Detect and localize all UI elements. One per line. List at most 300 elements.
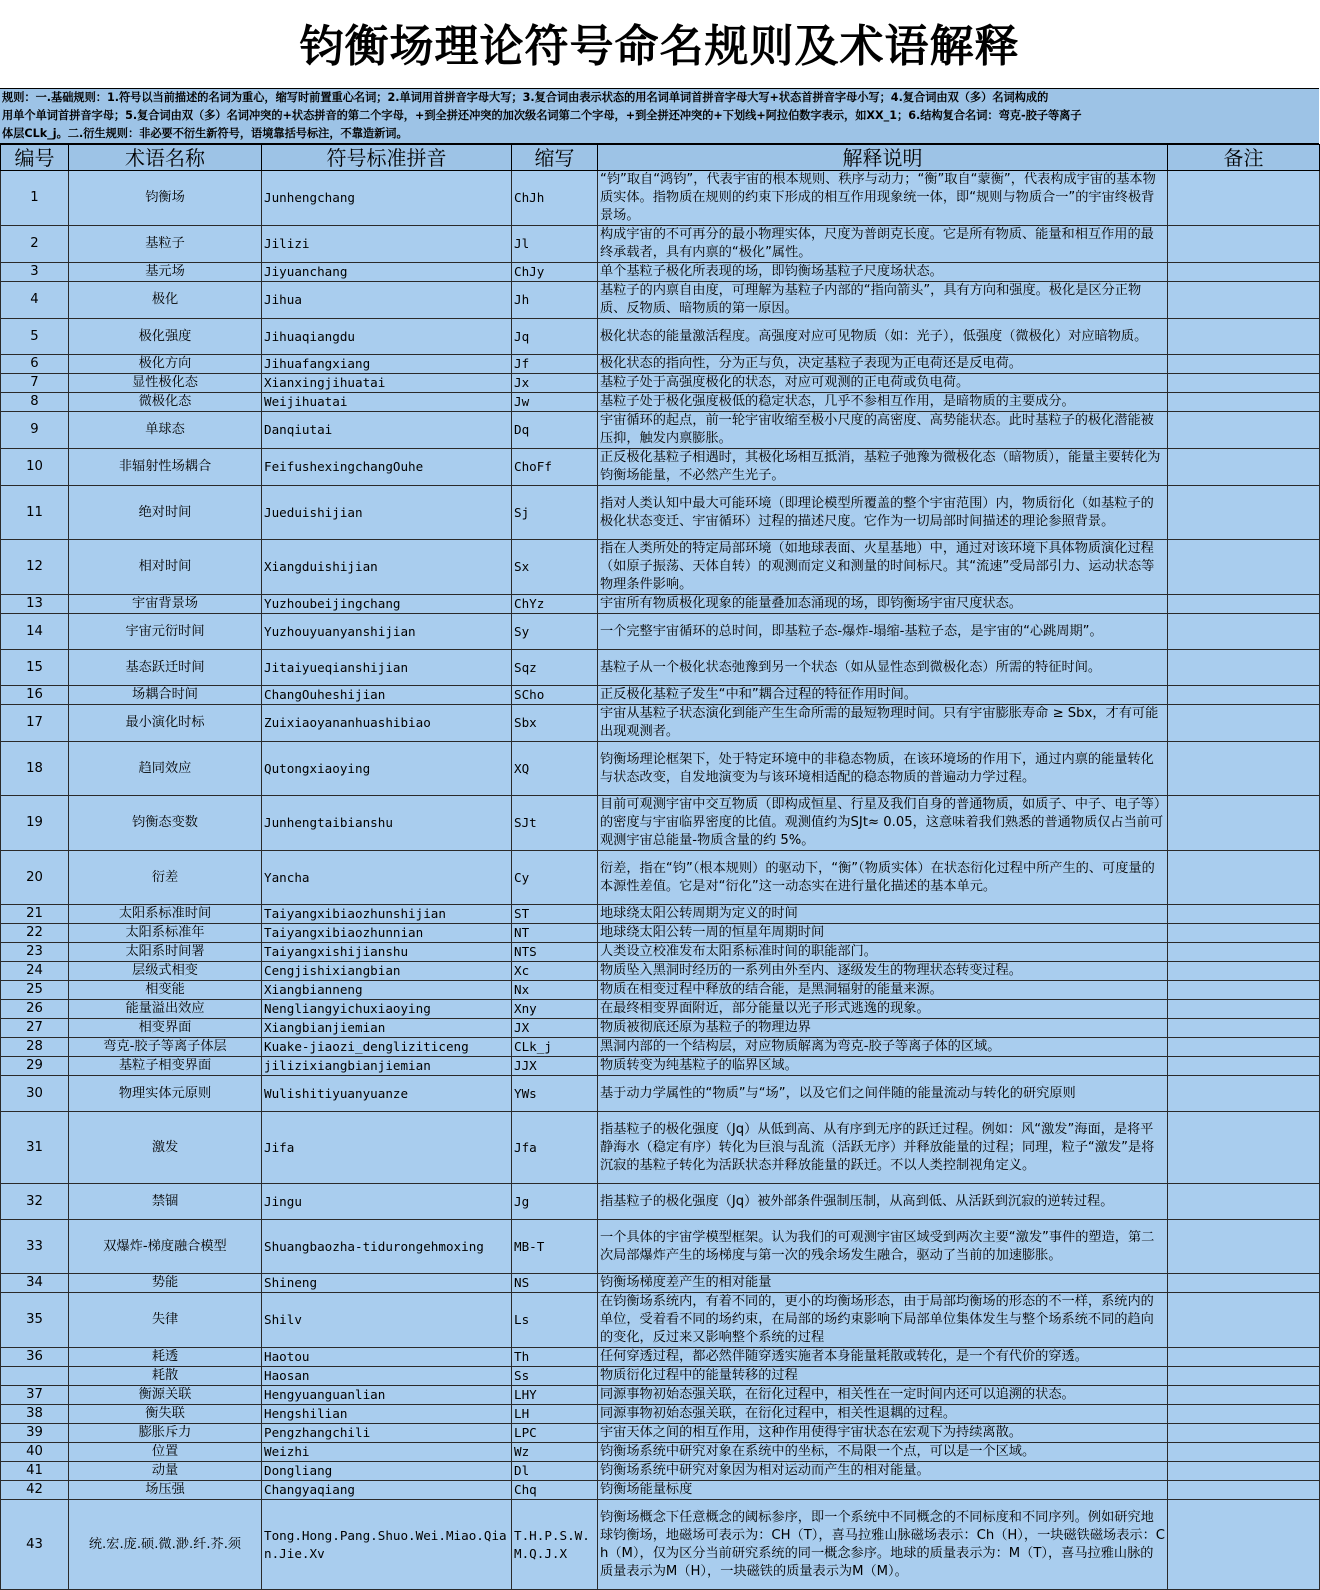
cell-remarks[interactable] [1168, 1019, 1320, 1038]
table-row [1, 1038, 1320, 1057]
cell-remarks[interactable] [1168, 595, 1320, 614]
cell-remarks[interactable] [1168, 962, 1320, 981]
cell-explanation[interactable]: 在钧衡场系统内，有着不同的，更小的均衡场形态，由于局部均衡场的形态的不一样，系统内的单位，受着看不同的场约束，在局部的场约束影响下局部单位集体发生与整个场系统不同的趋向的变化，反过来又影响整个系统的过程 [598, 1293, 1168, 1348]
cell-pinyin[interactable]: Jihua [262, 282, 512, 319]
table-row [1, 595, 1320, 614]
cell-abbreviation[interactable]: Ss [512, 1367, 598, 1386]
cell-number[interactable]: 3 [1, 263, 69, 282]
cell-explanation[interactable]: 衍差，指在“钧”（根本规则）的驱动下，“衡”（物质实体）在状态衍化过程中所产生的、可度量的本源性差值。它是对“衍化”这一动态实在进行量化描述的基本单元。 [598, 851, 1168, 905]
cell-remarks[interactable] [1168, 1000, 1320, 1019]
cell-remarks[interactable] [1168, 374, 1320, 393]
cell-pinyin[interactable]: Jingu [262, 1184, 512, 1220]
cell-term-name[interactable]: 统.宏.庞.硕.微.渺.纤.芥.须 [69, 1500, 262, 1590]
cell-abbreviation[interactable]: JJX [512, 1057, 598, 1076]
cell-explanation[interactable]: 基于动力学属性的“物质”与“场”，以及它们之间伴随的能量流动与转化的研究原则 [598, 1076, 1168, 1112]
cell-number[interactable]: 29 [1, 1057, 69, 1076]
cell-explanation[interactable]: 一个具体的宇宙学模型框架。认为我们的可观测宇宙区域受到两次主要“激发”事件的塑造，第二次局部爆炸产生的场梯度与第一次的残余场发生融合，驱动了当前的加速膨胀。 [598, 1220, 1168, 1274]
cell-abbreviation[interactable]: LHY [512, 1386, 598, 1405]
cell-number[interactable]: 32 [1, 1184, 69, 1220]
cell-abbreviation[interactable]: NTS [512, 943, 598, 962]
cell-abbreviation[interactable]: ChJh [512, 171, 598, 226]
cell-number[interactable] [1, 1367, 69, 1386]
cell-remarks[interactable] [1168, 540, 1320, 595]
cell-pinyin[interactable]: Shineng [262, 1274, 512, 1293]
cell-number[interactable]: 27 [1, 1019, 69, 1038]
table-row [1, 226, 1320, 263]
cell-term-name[interactable]: 单球态 [69, 412, 262, 449]
cell-term-name[interactable]: 弯克-胶子等离子体层 [69, 1038, 262, 1057]
cell-explanation[interactable]: 一个完整宇宙循环的总时间，即基粒子态-爆炸-塌缩-基粒子态，是宇宙的“心跳周期”。 [598, 614, 1168, 650]
cell-explanation[interactable]: 黑洞内部的一个结构层，对应物质解离为弯克-胶子等离子体的区域。 [598, 1038, 1168, 1057]
cell-pinyin[interactable]: Junhengchang [262, 171, 512, 226]
cell-pinyin[interactable]: Changyaqiang [262, 1481, 512, 1500]
cell-number[interactable]: 13 [1, 595, 69, 614]
cell-abbreviation[interactable]: Dl [512, 1462, 598, 1481]
cell-remarks[interactable] [1168, 705, 1320, 742]
cell-abbreviation[interactable]: Chq [512, 1481, 598, 1500]
cell-number[interactable]: 31 [1, 1112, 69, 1184]
header-row [1, 145, 1320, 171]
cell-term-name[interactable]: 趋同效应 [69, 742, 262, 796]
header-term-name[interactable]: 术语名称 [69, 145, 262, 171]
cell-abbreviation[interactable]: SCho [512, 686, 598, 705]
cell-explanation[interactable]: 钧衡场理论框架下，处于特定环境中的非稳态物质，在该环境场的作用下，通过内禀的能量转化与状态改变，自发地演变为与该环境相适配的稳态物质的普遍动力学过程。 [598, 742, 1168, 796]
table-row [1, 796, 1320, 851]
cell-number[interactable]: 1 [1, 171, 69, 226]
cell-explanation[interactable]: 同源事物初始态强关联，在衍化过程中，相关性在一定时间内还可以追溯的状态。 [598, 1386, 1168, 1405]
table-row [1, 650, 1320, 686]
table-row [1, 705, 1320, 742]
header-remarks[interactable]: 备注 [1168, 145, 1320, 171]
cell-abbreviation[interactable]: ST [512, 905, 598, 924]
cell-remarks[interactable] [1168, 614, 1320, 650]
cell-remarks[interactable] [1168, 943, 1320, 962]
cell-remarks[interactable] [1168, 1386, 1320, 1405]
cell-number[interactable]: 18 [1, 742, 69, 796]
cell-pinyin[interactable]: Taiyangxishijianshu [262, 943, 512, 962]
cell-remarks[interactable] [1168, 1057, 1320, 1076]
cell-term-name[interactable]: 太阳系标准时间 [69, 905, 262, 924]
cell-number[interactable]: 19 [1, 796, 69, 851]
cell-abbreviation[interactable]: YWs [512, 1076, 598, 1112]
cell-term-name[interactable]: 显性极化态 [69, 374, 262, 393]
cell-abbreviation[interactable]: JX [512, 1019, 598, 1038]
cell-remarks[interactable] [1168, 263, 1320, 282]
cell-remarks[interactable] [1168, 1424, 1320, 1443]
table-row [1, 1443, 1320, 1462]
table-row [1, 1348, 1320, 1367]
cell-abbreviation[interactable]: Ls [512, 1293, 598, 1348]
cell-number[interactable]: 7 [1, 374, 69, 393]
table-row [1, 981, 1320, 1000]
cell-number[interactable]: 2 [1, 226, 69, 263]
cell-explanation[interactable]: 宇宙从基粒子状态演化到能产生生命所需的最短物理时间。只有宇宙膨胀寿命 ≥ Sbx，才有可能出现观测者。 [598, 705, 1168, 742]
cell-explanation[interactable]: 同源事物初始态强关联，在衍化过程中，相关性退耦的过程。 [598, 1405, 1168, 1424]
cell-number[interactable]: 16 [1, 686, 69, 705]
cell-number[interactable]: 12 [1, 540, 69, 595]
table-row [1, 1076, 1320, 1112]
cell-abbreviation[interactable]: Sqz [512, 650, 598, 686]
table-row [1, 412, 1320, 449]
cell-term-name[interactable]: 势能 [69, 1274, 262, 1293]
cell-term-name[interactable]: 层级式相变 [69, 962, 262, 981]
cell-abbreviation[interactable]: CLk_j [512, 1038, 598, 1057]
cell-pinyin[interactable]: Shilv [262, 1293, 512, 1348]
cell-term-name[interactable]: 太阳系标准年 [69, 924, 262, 943]
cell-term-name[interactable]: 相变界面 [69, 1019, 262, 1038]
cell-explanation[interactable]: “钧”取自“鸿钧”，代表宇宙的根本规则、秩序与动力；“衡”取自“蒙衡”，代表构成宇宙的基本物质实体。指物质在规则的约束下形成的相互作用现象统一体，即“规则与物质合一”的宇宙终极背景场。 [598, 171, 1168, 226]
cell-abbreviation[interactable]: Nx [512, 981, 598, 1000]
cell-remarks[interactable] [1168, 742, 1320, 796]
cell-explanation[interactable]: 基粒子处于极化强度极低的稳定状态，几乎不参相互作用，是暗物质的主要成分。 [598, 393, 1168, 412]
cell-pinyin[interactable]: Weijihuatai [262, 393, 512, 412]
cell-explanation[interactable]: 基粒子的内禀自由度，可理解为基粒子内部的“指向箭头”，具有方向和强度。极化是区分正物质、反物质、暗物质的第一原因。 [598, 282, 1168, 319]
cell-abbreviation[interactable]: Jf [512, 355, 598, 374]
cell-term-name[interactable]: 太阳系时间署 [69, 943, 262, 962]
cell-explanation[interactable]: 正反极化基粒子发生“中和”耦合过程的特征作用时间。 [598, 686, 1168, 705]
cell-number[interactable]: 36 [1, 1348, 69, 1367]
cell-pinyin[interactable]: Jifa [262, 1112, 512, 1184]
cell-pinyin[interactable]: Xiangduishijian [262, 540, 512, 595]
cell-explanation[interactable]: 钧衡场系统中研究对象在系统中的坐标，不局限一个点，可以是一个区域。 [598, 1443, 1168, 1462]
cell-number[interactable]: 28 [1, 1038, 69, 1057]
cell-number[interactable]: 14 [1, 614, 69, 650]
cell-abbreviation[interactable]: LPC [512, 1424, 598, 1443]
table-row [1, 486, 1320, 540]
cell-number[interactable]: 9 [1, 412, 69, 449]
cell-explanation[interactable]: 物质坠入黑洞时经历的一系列由外至内、逐级发生的物理状态转变过程。 [598, 962, 1168, 981]
cell-pinyin[interactable]: Danqiutai [262, 412, 512, 449]
cell-remarks[interactable] [1168, 650, 1320, 686]
cell-term-name[interactable]: 极化强度 [69, 319, 262, 355]
cell-abbreviation[interactable]: Jfa [512, 1112, 598, 1184]
cell-abbreviation[interactable]: Sbx [512, 705, 598, 742]
cell-remarks[interactable] [1168, 981, 1320, 1000]
cell-term-name[interactable]: 钧衡场 [69, 171, 262, 226]
cell-pinyin[interactable]: Taiyangxibiaozhunshijian [262, 905, 512, 924]
cell-remarks[interactable] [1168, 1038, 1320, 1057]
table-row [1, 943, 1320, 962]
cell-term-name[interactable]: 相对时间 [69, 540, 262, 595]
cell-term-name[interactable]: 动量 [69, 1462, 262, 1481]
table-row [1, 962, 1320, 981]
cell-remarks[interactable] [1168, 1293, 1320, 1348]
cell-remarks[interactable] [1168, 282, 1320, 319]
cell-pinyin[interactable]: Xiangbianjiemian [262, 1019, 512, 1038]
cell-number[interactable]: 25 [1, 981, 69, 1000]
cell-remarks[interactable] [1168, 1220, 1320, 1274]
terms-table [0, 144, 1320, 1590]
cell-explanation[interactable]: 物质在相变过程中释放的结合能，是黑洞辐射的能量来源。 [598, 981, 1168, 1000]
cell-abbreviation[interactable]: Cy [512, 851, 598, 905]
cell-number[interactable]: 24 [1, 962, 69, 981]
cell-abbreviation[interactable]: Jl [512, 226, 598, 263]
cell-remarks[interactable] [1168, 393, 1320, 412]
cell-number[interactable]: 38 [1, 1405, 69, 1424]
cell-number[interactable]: 43 [1, 1500, 69, 1590]
cell-number[interactable]: 23 [1, 943, 69, 962]
cell-term-name[interactable]: 基粒子相变界面 [69, 1057, 262, 1076]
cell-pinyin[interactable]: Zuixiaoyananhuashibiao [262, 705, 512, 742]
cell-number[interactable]: 26 [1, 1000, 69, 1019]
cell-abbreviation[interactable]: LH [512, 1405, 598, 1424]
cell-remarks[interactable] [1168, 796, 1320, 851]
cell-term-name[interactable]: 最小演化时标 [69, 705, 262, 742]
cell-abbreviation[interactable]: Xny [512, 1000, 598, 1019]
cell-remarks[interactable] [1168, 412, 1320, 449]
cell-explanation[interactable]: 物质被彻底还原为基粒子的物理边界 [598, 1019, 1168, 1038]
cell-number[interactable]: 6 [1, 355, 69, 374]
cell-pinyin[interactable]: Qutongxiaoying [262, 742, 512, 796]
cell-remarks[interactable] [1168, 924, 1320, 943]
cell-explanation[interactable]: 任何穿透过程，都必然伴随穿透实施者本身能量耗散或转化，是一个有代价的穿透。 [598, 1348, 1168, 1367]
cell-explanation[interactable]: 宇宙所有物质极化现象的能量叠加态涌现的场，即钧衡场宇宙尺度状态。 [598, 595, 1168, 614]
cell-remarks[interactable] [1168, 1481, 1320, 1500]
cell-pinyin[interactable]: Haotou [262, 1348, 512, 1367]
cell-pinyin[interactable]: Cengjishixiangbian [262, 962, 512, 981]
cell-term-name[interactable]: 衍差 [69, 851, 262, 905]
cell-number[interactable]: 42 [1, 1481, 69, 1500]
cell-explanation[interactable]: 钧衡场梯度差产生的相对能量 [598, 1274, 1168, 1293]
cell-abbreviation[interactable]: T.H.P.S.W.M.Q.J.X [512, 1500, 598, 1590]
cell-remarks[interactable] [1168, 1076, 1320, 1112]
rules-line: 体层CLk_j。二.衍生规则：非必要不衍生新符号，语境靠括号标注，不靠造新词。 [2, 127, 408, 140]
cell-term-name[interactable]: 微极化态 [69, 393, 262, 412]
cell-number[interactable]: 37 [1, 1386, 69, 1405]
cell-abbreviation[interactable]: Dq [512, 412, 598, 449]
cell-remarks[interactable] [1168, 355, 1320, 374]
cell-abbreviation[interactable]: Sj [512, 486, 598, 540]
cell-abbreviation[interactable]: ChJy [512, 263, 598, 282]
cell-explanation[interactable]: 指基粒子的极化强度（Jq）从低到高、从有序到无序的跃迁过程。例如：风“激发”海面，是将平静海水（稳定有序）转化为巨浪与乱流（活跃无序）并释放能量的过程；同理，粒子“激发”是将沉寂的基粒子转化为活跃状态并释放能量的跃迁。不以人类控制视角定义。 [598, 1112, 1168, 1184]
table-row [1, 905, 1320, 924]
cell-number[interactable]: 40 [1, 1443, 69, 1462]
cell-term-name[interactable]: 物理实体元原则 [69, 1076, 262, 1112]
cell-remarks[interactable] [1168, 319, 1320, 355]
cell-term-name[interactable]: 绝对时间 [69, 486, 262, 540]
cell-abbreviation[interactable]: XQ [512, 742, 598, 796]
cell-term-name[interactable]: 非辐射性场耦合 [69, 449, 262, 486]
cell-explanation[interactable]: 宇宙循环的起点，前一轮宇宙收缩至极小尺度的高密度、高势能状态。此时基粒子的极化潜能被压抑，触发内禀膨胀。 [598, 412, 1168, 449]
cell-abbreviation[interactable]: Jx [512, 374, 598, 393]
cell-pinyin[interactable]: Haosan [262, 1367, 512, 1386]
cell-remarks[interactable] [1168, 1367, 1320, 1386]
cell-pinyin[interactable]: Junhengtaibianshu [262, 796, 512, 851]
cell-abbreviation[interactable]: Th [512, 1348, 598, 1367]
table-row [1, 1500, 1320, 1590]
cell-explanation[interactable]: 极化状态的指向性，分为正与负，决定基粒子表现为正电荷还是反电荷。 [598, 355, 1168, 374]
cell-pinyin[interactable]: Pengzhangchili [262, 1424, 512, 1443]
cell-number[interactable]: 21 [1, 905, 69, 924]
cell-pinyin[interactable]: FeifushexingchangOuhe [262, 449, 512, 486]
cell-number[interactable]: 15 [1, 650, 69, 686]
cell-pinyin[interactable]: Jihuaqiangdu [262, 319, 512, 355]
cell-explanation[interactable]: 基粒子处于高强度极化的状态，对应可观测的正电荷或负电荷。 [598, 374, 1168, 393]
cell-term-name[interactable]: 相变能 [69, 981, 262, 1000]
cell-number[interactable]: 4 [1, 282, 69, 319]
cell-explanation[interactable]: 正反极化基粒子相遇时，其极化场相互抵消，基粒子弛豫为微极化态（暗物质），能量主要转化为钧衡场能量，不必然产生光子。 [598, 449, 1168, 486]
naming-rules [0, 89, 1319, 144]
cell-pinyin[interactable]: Hengshilian [262, 1405, 512, 1424]
cell-term-name[interactable]: 耗透 [69, 1348, 262, 1367]
cell-term-name[interactable]: 激发 [69, 1112, 262, 1184]
cell-pinyin[interactable]: Tong.Hong.Pang.Shuo.Wei.Miao.Qian.Jie.Xv [262, 1500, 512, 1590]
cell-term-name[interactable]: 极化方向 [69, 355, 262, 374]
cell-abbreviation[interactable]: Wz [512, 1443, 598, 1462]
cell-pinyin[interactable]: Shuangbaozha-tidurongehmoxing [262, 1220, 512, 1274]
cell-abbreviation[interactable]: MB-T [512, 1220, 598, 1274]
header-abbreviation[interactable]: 缩写 [512, 145, 598, 171]
cell-pinyin[interactable]: Nengliangyichuxiaoying [262, 1000, 512, 1019]
cell-pinyin[interactable]: ChangOuheshijian [262, 686, 512, 705]
cell-term-name[interactable]: 禁锢 [69, 1184, 262, 1220]
cell-explanation[interactable]: 物质衍化过程中的能量转移的过程 [598, 1367, 1168, 1386]
cell-number[interactable]: 41 [1, 1462, 69, 1481]
cell-pinyin[interactable]: Yuzhoubeijingchang [262, 595, 512, 614]
cell-abbreviation[interactable]: NT [512, 924, 598, 943]
cell-explanation[interactable]: 钧衡场能量标度 [598, 1481, 1168, 1500]
cell-number[interactable]: 20 [1, 851, 69, 905]
cell-pinyin[interactable]: Jueduishijian [262, 486, 512, 540]
cell-abbreviation[interactable]: Sy [512, 614, 598, 650]
cell-explanation[interactable]: 指在人类所处的特定局部环境（如地球表面、火星基地）中，通过对该环境下具体物质演化过程（如原子振荡、天体自转）的观测而定义和测量的时间标尺。其“流速”受局部引力、运动状态等物理条件影响。 [598, 540, 1168, 595]
cell-remarks[interactable] [1168, 686, 1320, 705]
cell-explanation[interactable]: 地球绕太阳公转周期为定义的时间 [598, 905, 1168, 924]
cell-explanation[interactable]: 单个基粒子极化所表现的场，即钧衡场基粒子尺度场状态。 [598, 263, 1168, 282]
cell-number[interactable]: 8 [1, 393, 69, 412]
cell-remarks[interactable] [1168, 1184, 1320, 1220]
table-row [1, 540, 1320, 595]
cell-explanation[interactable]: 钧衡场系统中研究对象因为相对运动而产生的相对能量。 [598, 1462, 1168, 1481]
cell-remarks[interactable] [1168, 1274, 1320, 1293]
cell-explanation[interactable]: 人类设立校准发布太阳系标准时间的职能部门。 [598, 943, 1168, 962]
table-row [1, 263, 1320, 282]
cell-term-name[interactable]: 基元场 [69, 263, 262, 282]
cell-explanation[interactable]: 基粒子从一个极化状态弛豫到另一个状态（如从显性态到微极化态）所需的特征时间。 [598, 650, 1168, 686]
cell-number[interactable]: 22 [1, 924, 69, 943]
cell-pinyin[interactable]: Weizhi [262, 1443, 512, 1462]
cell-term-name[interactable]: 极化 [69, 282, 262, 319]
cell-pinyin[interactable]: Xianxingjihuatai [262, 374, 512, 393]
cell-pinyin[interactable]: Jitaiyueqianshijian [262, 650, 512, 686]
cell-term-name[interactable]: 宇宙背景场 [69, 595, 262, 614]
cell-term-name[interactable]: 失律 [69, 1293, 262, 1348]
cell-abbreviation[interactable]: Jw [512, 393, 598, 412]
cell-number[interactable]: 10 [1, 449, 69, 486]
cell-abbreviation[interactable]: SJt [512, 796, 598, 851]
cell-remarks[interactable] [1168, 1112, 1320, 1184]
cell-term-name[interactable]: 能量溢出效应 [69, 1000, 262, 1019]
cell-pinyin[interactable]: Jilizi [262, 226, 512, 263]
cell-remarks[interactable] [1168, 1500, 1320, 1590]
cell-term-name[interactable]: 钧衡态变数 [69, 796, 262, 851]
cell-pinyin[interactable]: jilizixiangbianjiemian [262, 1057, 512, 1076]
cell-abbreviation[interactable]: ChYz [512, 595, 598, 614]
cell-term-name[interactable]: 双爆炸-梯度融合模型 [69, 1220, 262, 1274]
cell-term-name[interactable]: 场耦合时间 [69, 686, 262, 705]
cell-term-name[interactable]: 衡失联 [69, 1405, 262, 1424]
cell-abbreviation[interactable]: NS [512, 1274, 598, 1293]
header-pinyin[interactable]: 符号标准拼音 [262, 145, 512, 171]
cell-remarks[interactable] [1168, 1443, 1320, 1462]
cell-remarks[interactable] [1168, 905, 1320, 924]
cell-term-name[interactable]: 衡源关联 [69, 1386, 262, 1405]
table-row [1, 1220, 1320, 1274]
cell-pinyin[interactable]: Xiangbianneng [262, 981, 512, 1000]
cell-explanation[interactable]: 指基粒子的极化强度（Jq）被外部条件强制压制，从高到低、从活跃到沉寂的逆转过程。 [598, 1184, 1168, 1220]
cell-term-name[interactable]: 位置 [69, 1443, 262, 1462]
table-row [1, 1462, 1320, 1481]
cell-explanation[interactable]: 钧衡场概念下任意概念的阈标参序，即一个系统中不同概念的不同标度和不同序列。例如研究地球钧衡场，地磁场可表示为：CH（T），喜马拉雅山脉磁场表示：Ch（H），一块磁铁磁场表示：Ch（M），仅为区分当前研究系统的同一概念参序。地球的质量表示为：M（T），喜马拉雅山脉的质量表示为M（H），一块磁铁的质量表示为M（M）。 [598, 1500, 1168, 1590]
cell-remarks[interactable] [1168, 1348, 1320, 1367]
table-row [1, 1019, 1320, 1038]
cell-abbreviation[interactable]: Jg [512, 1184, 598, 1220]
header-number[interactable]: 编号 [1, 145, 69, 171]
table-row [1, 319, 1320, 355]
cell-pinyin[interactable]: Jihuafangxiang [262, 355, 512, 374]
cell-remarks[interactable] [1168, 449, 1320, 486]
cell-explanation[interactable]: 物质转变为纯基粒子的临界区域。 [598, 1057, 1168, 1076]
cell-remarks[interactable] [1168, 171, 1320, 226]
cell-explanation[interactable]: 目前可观测宇宙中交互物质（即构成恒星、行星及我们自身的普通物质，如质子、中子、电子等）的密度与宇宙临界密度的比值。观测值约为SJt≈ 0.05，这意味着我们熟悉的普通物质仅占当前可观测宇宙总能量-物质含量的约 5%。 [598, 796, 1168, 851]
cell-term-name[interactable]: 膨胀斥力 [69, 1424, 262, 1443]
cell-number[interactable]: 30 [1, 1076, 69, 1112]
cell-term-name[interactable]: 场压强 [69, 1481, 262, 1500]
header-explanation[interactable]: 解释说明 [598, 145, 1168, 171]
cell-explanation[interactable]: 宇宙天体之间的相互作用，这种作用使得宇宙状态在宏观下为持续离散。 [598, 1424, 1168, 1443]
cell-number[interactable]: 35 [1, 1293, 69, 1348]
cell-remarks[interactable] [1168, 1405, 1320, 1424]
cell-remarks[interactable] [1168, 226, 1320, 263]
cell-pinyin[interactable]: Hengyuanguanlian [262, 1386, 512, 1405]
cell-remarks[interactable] [1168, 851, 1320, 905]
cell-pinyin[interactable]: Dongliang [262, 1462, 512, 1481]
table-row [1, 374, 1320, 393]
cell-term-name[interactable]: 基态跃迁时间 [69, 650, 262, 686]
rules-line: 用单个单词首拼音字母；5.复合词由双（多）名词冲突的+状态拼音的第二个字母，+到全拼还冲突的加次级名词第二个字母，+到全拼还冲突的+下划线+阿拉伯数字表示，如XX_1；6.结构复合名词：弯克-胶子等离子 [2, 109, 1082, 122]
cell-abbreviation[interactable]: ChoFf [512, 449, 598, 486]
cell-number[interactable]: 5 [1, 319, 69, 355]
table-row [1, 614, 1320, 650]
cell-abbreviation[interactable]: Xc [512, 962, 598, 981]
cell-number[interactable]: 17 [1, 705, 69, 742]
cell-remarks[interactable] [1168, 486, 1320, 540]
cell-term-name[interactable]: 基粒子 [69, 226, 262, 263]
cell-pinyin[interactable]: Kuake-jiaozi_dengliziticeng [262, 1038, 512, 1057]
cell-explanation[interactable]: 指对人类认知中最大可能环境（即理论模型所覆盖的整个宇宙范围）内，物质衍化（如基粒子的极化状态变迁、宇宙循环）过程的描述尺度。它作为一切局部时间描述的理论参照背景。 [598, 486, 1168, 540]
cell-explanation[interactable]: 地球绕太阳公转一周的恒星年周期时间 [598, 924, 1168, 943]
cell-pinyin[interactable]: Yancha [262, 851, 512, 905]
cell-explanation[interactable]: 极化状态的能量激活程度。高强度对应可见物质（如：光子），低强度（微极化）对应暗物质。 [598, 319, 1168, 355]
cell-pinyin[interactable]: Jiyuanchang [262, 263, 512, 282]
cell-pinyin[interactable]: Wulishitiyuanyuanze [262, 1076, 512, 1112]
cell-pinyin[interactable]: Taiyangxibiaozhunnian [262, 924, 512, 943]
cell-number[interactable]: 11 [1, 486, 69, 540]
cell-number[interactable]: 39 [1, 1424, 69, 1443]
cell-term-name[interactable]: 宇宙元衍时间 [69, 614, 262, 650]
cell-number[interactable]: 33 [1, 1220, 69, 1274]
cell-abbreviation[interactable]: Sx [512, 540, 598, 595]
cell-abbreviation[interactable]: Jq [512, 319, 598, 355]
cell-pinyin[interactable]: Yuzhouyuanyanshijian [262, 614, 512, 650]
table-row [1, 1112, 1320, 1184]
cell-explanation[interactable]: 构成宇宙的不可再分的最小物理实体，尺度为普朗克长度。它是所有物质、能量和相互作用的最终承载者，具有内禀的“极化”属性。 [598, 226, 1168, 263]
cell-abbreviation[interactable]: Jh [512, 282, 598, 319]
cell-explanation[interactable]: 在最终相变界面附近，部分能量以光子形式逃逸的现象。 [598, 1000, 1168, 1019]
cell-remarks[interactable] [1168, 1462, 1320, 1481]
cell-number[interactable]: 34 [1, 1274, 69, 1293]
cell-term-name[interactable]: 耗散 [69, 1367, 262, 1386]
